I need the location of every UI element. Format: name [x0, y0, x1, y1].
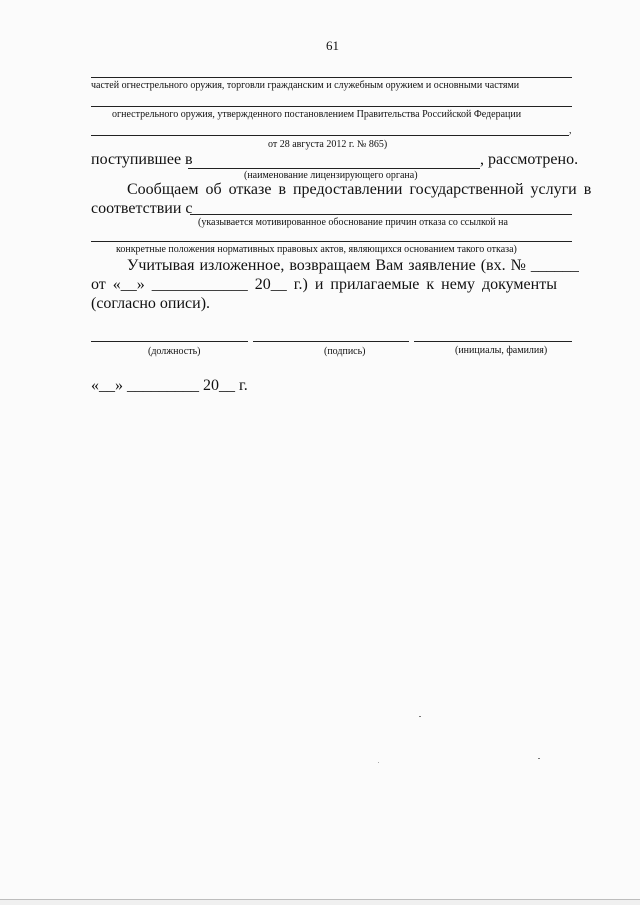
- licensing-authority-caption: (наименование лицензирующего органа): [244, 170, 418, 181]
- refusal-line-2-prefix: соответствии с: [91, 200, 193, 217]
- name-caption: (инициалы, фамилия): [455, 345, 548, 356]
- date-line: «__» _________ 20__ г.: [91, 377, 248, 394]
- scan-speck: [538, 758, 540, 759]
- position-caption: (должность): [148, 346, 201, 357]
- refusal-caption-1: (указывается мотивированное обоснование причин отказа со ссылкой на: [198, 217, 508, 228]
- refusal-reason-field-1[interactable]: [190, 214, 572, 215]
- header-line-1: частей огнестрельного оружия, торговли гражданским и служебным оружием и основными частями: [91, 80, 520, 91]
- header-rule-2: [91, 106, 572, 107]
- licensing-authority-field[interactable]: [188, 168, 480, 169]
- refusal-reason-field-2[interactable]: [91, 241, 572, 242]
- scan-bottom-edge: [0, 899, 640, 905]
- signature-field[interactable]: [253, 341, 409, 342]
- page-number: 61: [326, 38, 339, 53]
- return-line-3: (согласно описи).: [91, 295, 211, 312]
- refusal-line-1: Сообщаем об отказе в предоставлении государственной услуги в: [127, 181, 592, 198]
- header-comma: ,: [569, 125, 572, 136]
- header-rule-3: [91, 135, 569, 136]
- return-line-1: Учитывая изложенное, возвращаем Вам заявление (вх. № ______: [127, 257, 579, 274]
- return-line-2: от «__» ____________ 20__ г.) и прилагаемые к нему документы: [91, 276, 557, 293]
- name-field[interactable]: [414, 341, 572, 342]
- refusal-caption-2: конкретные положения нормативных правовых актов, являющихся основанием такого отказа): [116, 244, 517, 255]
- received-prefix: поступившее в: [91, 151, 193, 168]
- signature-caption: (подпись): [324, 346, 366, 357]
- header-rule-1: [91, 77, 572, 78]
- header-line-3: от 28 августа 2012 г. № 865): [268, 139, 388, 150]
- scan-speck: [378, 762, 379, 763]
- received-suffix: , рассмотрено.: [480, 151, 579, 168]
- header-line-2: огнестрельного оружия, утвержденного постановлением Правительства Российской Федерации: [112, 109, 522, 120]
- scan-speck: [419, 716, 421, 717]
- position-field[interactable]: [91, 341, 248, 342]
